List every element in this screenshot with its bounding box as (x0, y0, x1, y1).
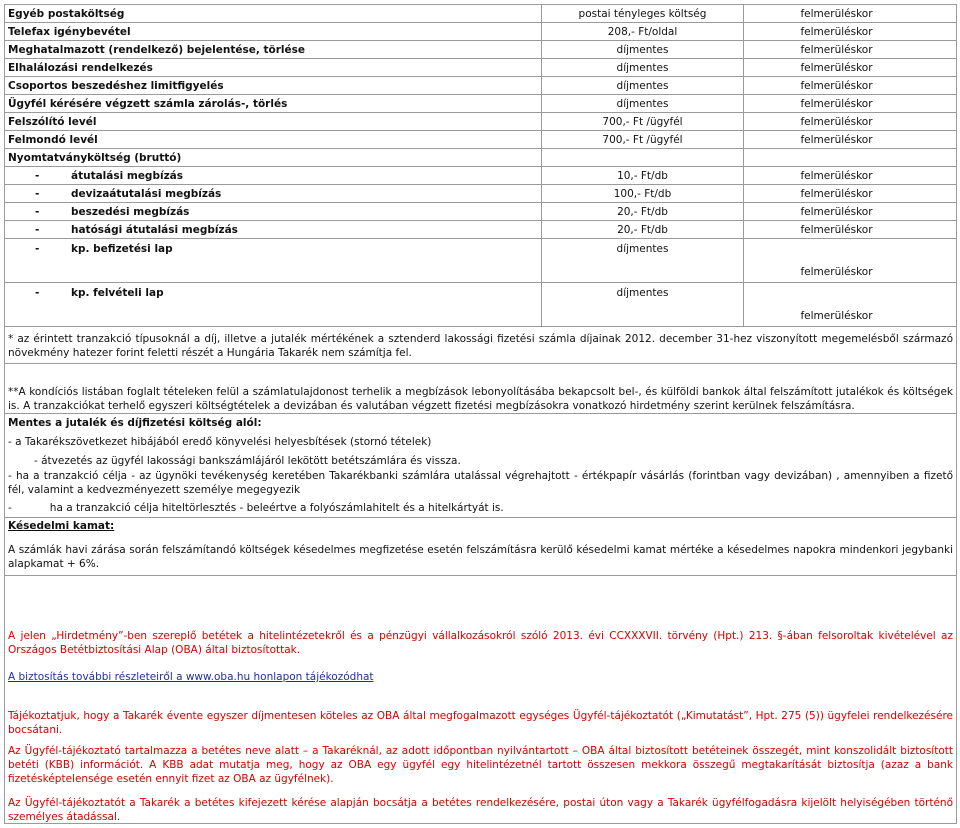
notes-section (4, 326, 957, 824)
late-interest-heading: Késedelmi kamat: (8, 520, 115, 532)
fee-timing: felmerüléskor (744, 77, 957, 95)
fee-amount: 10,- Ft/db (542, 167, 744, 185)
fee-item-label: Csoportos beszedéshez limitfigyelés (5, 77, 542, 95)
fee-row (5, 113, 957, 131)
fee-row (5, 203, 957, 221)
bullet-dash: - (35, 223, 40, 236)
divider (5, 363, 956, 364)
fee-row (5, 185, 957, 203)
fee-table (4, 4, 957, 327)
fee-row (5, 23, 957, 41)
divider (5, 517, 956, 518)
fee-amount: díjmentes (542, 59, 744, 77)
fee-amount: 208,- Ft/oldal (542, 23, 744, 41)
fee-row (5, 59, 957, 77)
fee-item-label: - átutalási megbízás (5, 167, 542, 185)
fee-timing: felmerüléskor (744, 59, 957, 77)
fee-item-label: Meghatalmazott (rendelkező) bejelentése, törlése (5, 41, 542, 59)
fee-timing: felmerüléskor (744, 41, 957, 59)
fee-amount: 20,- Ft/db (542, 203, 744, 221)
fee-item-label: Nyomtatványköltség (bruttó) (5, 149, 542, 167)
fee-item-label: - kp. befizetési lap (5, 239, 542, 283)
fee-amount: díjmentes (542, 283, 744, 327)
exempt-item: - ha a tranzakció célja hiteltörlesztés - beleértve a folyószámlahitelt és a hitelkártyát is. (8, 502, 504, 514)
fee-item-label: - kp. felvételi lap (5, 283, 542, 327)
info-paragraph: Tájékoztatjuk, hogy a Takarék évente egyszer díjmentesen köteles az OBA által megfogalmazott egységes Ügyfél-tájékoztatót („Kimutatást”, Hpt. 275 (5)) ügyfelei rendelkezésére bocsátani. (8, 710, 953, 736)
fee-timing: felmerüléskor (744, 239, 957, 283)
fee-row (5, 95, 957, 113)
fee-timing: felmerüléskor (744, 203, 957, 221)
fee-amount: postai tényleges költség (542, 5, 744, 23)
fee-timing: felmerüléskor (744, 5, 957, 23)
fee-row (5, 5, 957, 23)
oba-link-line (8, 670, 953, 684)
bullet-dash: - (35, 187, 40, 200)
fee-row (5, 77, 957, 95)
fee-item-label: Telefax igénybevétel (5, 23, 542, 41)
exempt-item: - ha a tranzakció célja - az ügynöki tevékenység keretében Takarékbanki számlára utalással végrehajtott - értékpapír vásárlás (forintban vagy devizában) , amennyiben a fizető fél, valamint a kedvezményezett személye megegyezik (8, 470, 953, 496)
oba-info-link[interactable]: A biztosítás további részleteiről a www.oba.hu honlapon tájékozódhat (8, 671, 374, 683)
fee-item-label: Ügyfél kérésére végzett számla zárolás-, törlés (5, 95, 542, 113)
exempt-item: - átvezetés az ügyfél lakossági bankszámlájáról lekötött betétszámlára és vissza. (34, 455, 461, 467)
fee-timing: felmerüléskor (744, 221, 957, 239)
fee-row (5, 131, 957, 149)
fee-item-label: Egyéb postaköltség (5, 5, 542, 23)
fee-amount: 20,- Ft/db (542, 221, 744, 239)
fee-amount: díjmentes (542, 95, 744, 113)
fee-amount: díjmentes (542, 41, 744, 59)
fee-amount: 700,- Ft /ügyfél (542, 113, 744, 131)
late-interest-text: A számlák havi zárása során felszámítandó költségek késedelmes megfizetése esetén felszámításra kerülő késedelmi kamat mértéke a késedelmes napokra mindenkori jegybanki alapkamat + 6%. (8, 544, 953, 570)
fee-timing: felmerüléskor (744, 185, 957, 203)
fee-amount: 700,- Ft /ügyfél (542, 131, 744, 149)
exempt-heading: Mentes a jutalék és díjfizetési költség alól: (8, 417, 262, 429)
divider (5, 413, 956, 414)
fee-timing: felmerüléskor (744, 167, 957, 185)
fee-row (5, 149, 957, 167)
fee-amount: 100,- Ft/db (542, 185, 744, 203)
fee-item-label: Elhalálozási rendelkezés (5, 59, 542, 77)
oba-notice: A jelen „Hirdetmény”-ben szereplő betétek a hitelintézetekről és a pénzügyi vállalkozásokról szóló 2013. évi CCXXXVII. törvény (Hpt.) 213. §-ában felsoroltak kivételével az Országos Betétbiztosítási Alap (OBA) által biztosítottak. (8, 630, 953, 656)
fee-row (5, 283, 957, 327)
fee-timing: felmerüléskor (744, 113, 957, 131)
info-paragraph: Az Ügyfél-tájékoztató tartalmazza a betétes neve alatt – a Takaréknál, az adott időpontban nyilvántartott – OBA által biztosított betéteinek összegét, mint konszolidált biztosított betéti (KBB) információt. A KBB adat mutatja meg, hogy az OBA egy ügyfél egy hitelintézetnél tartott összesen mekkora összegű megtakarítását biztosítja (azaz a bank fizetésképtelensége esetén ennyit fizet az OBA az ügyfélnek). (8, 745, 953, 785)
fee-row (5, 167, 957, 185)
fee-row (5, 221, 957, 239)
bullet-dash: - (35, 287, 40, 299)
info-paragraph: Az Ügyfél-tájékoztatót a Takarék a betétes kifejezett kérése alapján bocsátja a betétes rendelkezésére, postai úton vagy a Takarék ügyfélfogadásra kijelölt helyiségében történő személyes átadással. (8, 797, 953, 823)
fee-timing: felmerüléskor (744, 95, 957, 113)
fee-timing: felmerüléskor (744, 283, 957, 327)
fee-item-label: Felmondó levél (5, 131, 542, 149)
exempt-item: - a Takarékszövetkezet hibájából eredő könyvelési helyesbítések (stornó tételek) (8, 436, 432, 448)
fee-timing: felmerüléskor (744, 131, 957, 149)
bullet-dash: - (35, 243, 40, 255)
fee-row (5, 239, 957, 283)
fee-item-label: - devizaátutalási megbízás (5, 185, 542, 203)
fee-timing: felmerüléskor (744, 23, 957, 41)
footnote-2: **A kondíciós listában foglalt tételeken felül a számlatulajdonost terhelik a megbízások lebonyolításába bekapcsolt bel-, és külföldi bankok által felszámított jutalékok és költségek is. A tranzakciókat terhelő egyszeri költségtételek a devizában és valutában végzett fizetési megbízásokra vonatkozó hirdetmény szerint kerülnek felszámításra. (8, 386, 953, 412)
fee-amount: díjmentes (542, 239, 744, 283)
fee-amount: díjmentes (542, 77, 744, 95)
fee-timing (744, 149, 957, 167)
footnote-1: * az érintett tranzakció típusoknál a díj, illetve a jutalék mértékének a sztenderd lakossági fizetési számla díjainak 2012. december 31-hez viszonyított megemelésből származó növekmény hatezer forint feletti részét a Hungária Takarék nem számítja fel. (8, 333, 953, 359)
fee-item-label: Felszólító levél (5, 113, 542, 131)
fee-row (5, 41, 957, 59)
fee-item-label: - beszedési megbízás (5, 203, 542, 221)
fee-amount (542, 149, 744, 167)
divider (5, 575, 956, 576)
bullet-dash: - (35, 169, 40, 182)
fee-item-label: - hatósági átutalási megbízás (5, 221, 542, 239)
bullet-dash: - (35, 205, 40, 218)
